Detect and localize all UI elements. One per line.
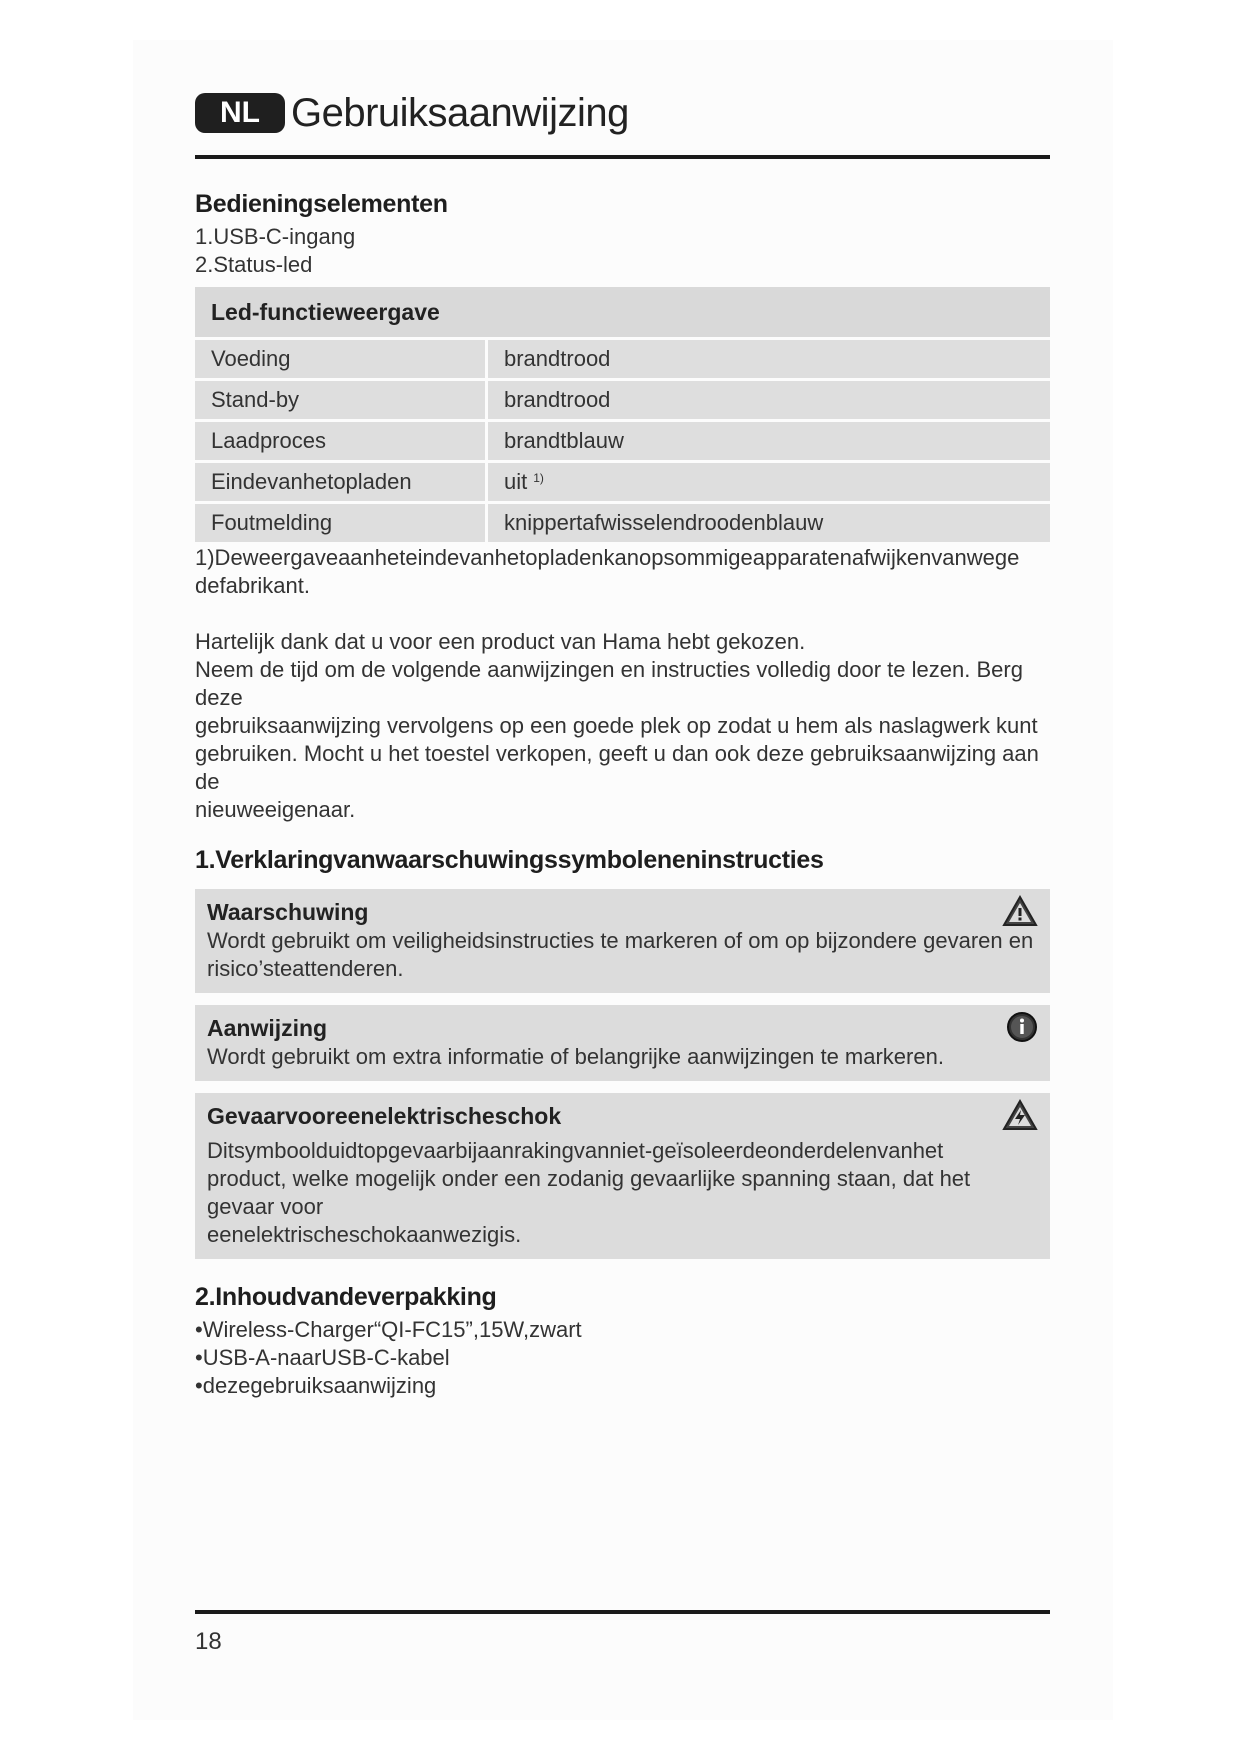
warning-text: risico’steattenderen.: [207, 956, 404, 981]
led-value: brandtrood: [488, 381, 1050, 419]
led-value: knippertafwisselendroodenblauw: [488, 504, 1050, 542]
control-item: 2.Status-led: [195, 252, 313, 277]
info-icon: [1006, 1011, 1038, 1043]
list-item: •Wireless-Charger“QI-FC15”,15W,zwart: [195, 1317, 582, 1342]
led-row: [195, 504, 1050, 542]
led-value: brandtblauw: [488, 422, 1050, 460]
footnote-marker: 1): [533, 471, 544, 485]
footnote-text: defabrikant.: [195, 573, 310, 598]
warning-title: Waarschuwing: [207, 899, 369, 925]
language-badge: NL: [195, 93, 285, 133]
intro-paragraph: [195, 628, 1050, 824]
section2-heading: 2.Inhoudvandeverpakking: [195, 1283, 497, 1311]
warning-text: Wordt gebruikt om veiligheidsinstructies te markeren of om op bijzondere gevaren en: [207, 928, 1034, 953]
led-table-heading: Led-functieweergave: [195, 287, 1050, 337]
led-label: Stand-by: [195, 381, 485, 419]
list-item: •USB-A-naarUSB-C-kabel: [195, 1345, 450, 1370]
led-row: [195, 463, 1050, 501]
led-row: [195, 381, 1050, 419]
document-title: Gebruiksaanwijzing: [291, 90, 629, 135]
controls-heading: Bedieningselementen: [195, 190, 448, 218]
main-content: [195, 190, 1050, 1400]
intro-line: gebruiken. Mocht u het toestel verkopen, geeft u dan ook deze gebruiksaanwijzing aan de: [195, 741, 1039, 794]
list-item: •dezegebruiksaanwijzing: [195, 1373, 437, 1398]
led-value: brandtrood: [488, 340, 1050, 378]
electric-shock-icon: [1002, 1099, 1038, 1131]
document-header: [195, 88, 629, 138]
led-value: [488, 463, 1050, 501]
footer-rule: [195, 1610, 1050, 1614]
warning-triangle-icon: [1002, 895, 1038, 927]
led-value-text: uit: [504, 469, 528, 494]
package-contents-list: [195, 1316, 1050, 1400]
led-label: Laadproces: [195, 422, 485, 460]
control-item: 1.USB-C-ingang: [195, 224, 356, 249]
led-label: Voeding: [195, 340, 485, 378]
header-rule: [195, 155, 1050, 159]
section1-heading: 1.Verklaringvanwaarschuwingssymboleneninstructies: [195, 846, 824, 874]
intro-line: Neem de tijd om de volgende aanwijzingen en instructies volledig door te lezen. Berg deze: [195, 657, 1023, 710]
shock-box: [195, 1093, 1050, 1259]
shock-text: Ditsymboolduidtopgevaarbijaanrakingvanniet-geïsoleerdeonderdelenvanhet: [207, 1138, 944, 1163]
note-text: Wordt gebruikt om extra informatie of belangrijke aanwijzingen te markeren.: [207, 1044, 944, 1069]
shock-title: Gevaarvooreenelektrischeschok: [207, 1103, 562, 1129]
led-label: Foutmelding: [195, 504, 485, 542]
intro-line: nieuweeigenaar.: [195, 797, 356, 822]
led-label: Eindevanhetopladen: [195, 463, 485, 501]
shock-text: product, welke mogelijk onder een zodanig gevaarlijke spanning staan, dat het gevaar voor: [207, 1166, 971, 1219]
page-number: 18: [195, 1628, 222, 1655]
led-row: [195, 340, 1050, 378]
intro-line: gebruiksaanwijzing vervolgens op een goede plek op zodat u hem als naslagwerk kunt: [195, 713, 1038, 738]
led-row: [195, 422, 1050, 460]
warning-box: [195, 889, 1050, 993]
note-box: [195, 1005, 1050, 1081]
note-title: Aanwijzing: [207, 1015, 328, 1041]
shock-text: eenelektrischeschokaanwezigis.: [207, 1222, 522, 1247]
intro-line: Hartelijk dank dat u voor een product van Hama hebt gekozen.: [195, 629, 806, 654]
led-table: [195, 287, 1050, 542]
footnote-text: 1)Deweergaveaanheteindevanhetopladenkanopsommigeapparatenafwijkenvanwege: [195, 545, 1020, 570]
